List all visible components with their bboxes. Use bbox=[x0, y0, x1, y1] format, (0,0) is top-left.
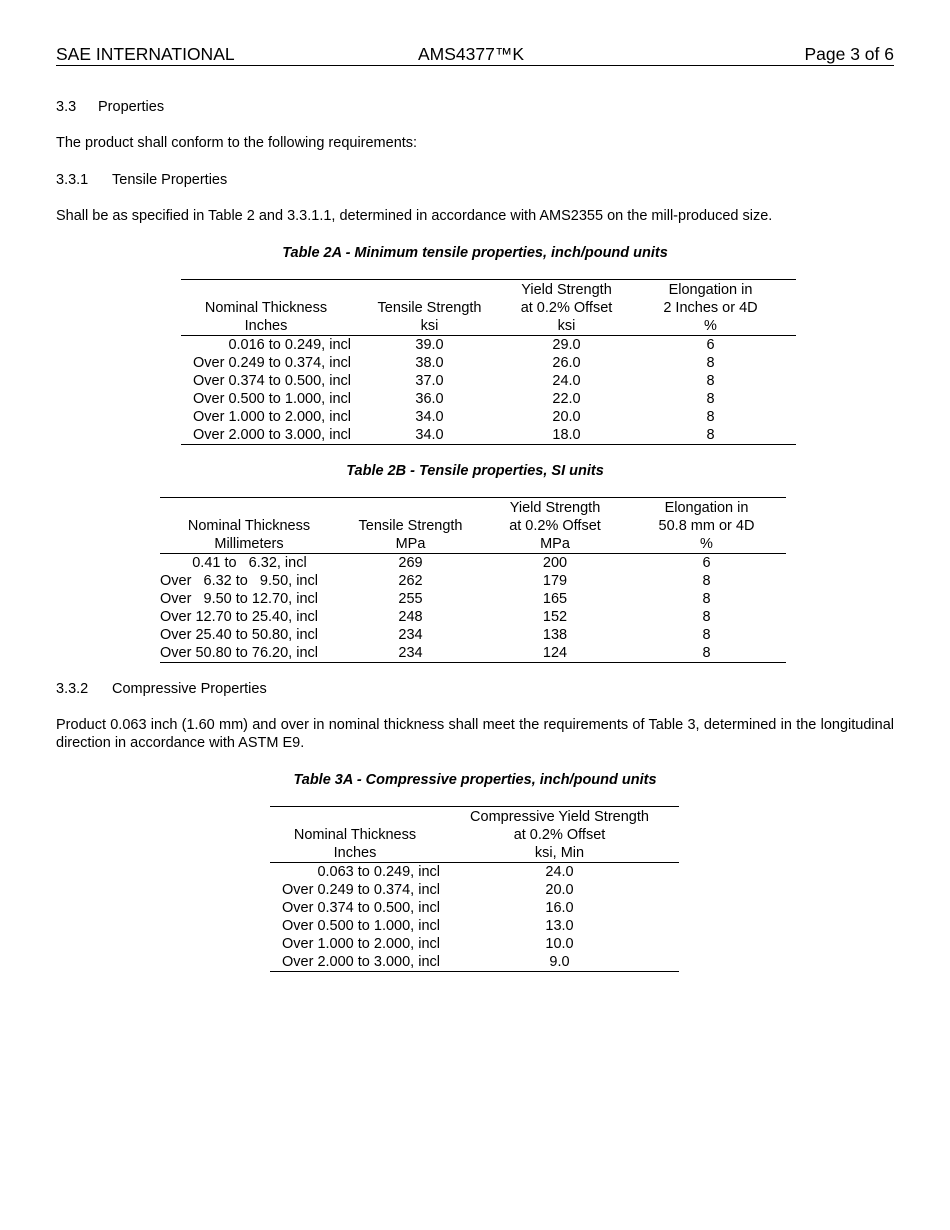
tensile-cell: 234 bbox=[338, 644, 483, 663]
section-title: Compressive Properties bbox=[112, 681, 267, 697]
header-org: SAE INTERNATIONAL bbox=[56, 44, 235, 64]
header-cell: Nominal Thickness bbox=[293, 827, 417, 843]
yield-cell: 18.0 bbox=[508, 426, 625, 445]
header-cell: 2 Inches or 4D bbox=[663, 300, 758, 316]
table-row bbox=[181, 354, 796, 372]
page-header bbox=[56, 44, 894, 66]
header-cell: Millimeters bbox=[160, 535, 338, 554]
table-row bbox=[181, 390, 796, 408]
header-cell: Elongation in bbox=[625, 280, 796, 300]
tensile-cell: 39.0 bbox=[415, 337, 444, 353]
header-cell: % bbox=[627, 535, 786, 554]
yield-cell: 29.0 bbox=[552, 337, 581, 353]
thickness-cell: Over 0.500 to 1.000, incl bbox=[282, 918, 440, 934]
header-cell: MPa bbox=[483, 535, 627, 554]
table-row bbox=[160, 554, 786, 573]
header-cell bbox=[338, 498, 483, 518]
table-2b-caption: Table 2B - Tensile properties, SI units bbox=[346, 463, 604, 479]
table-row bbox=[270, 863, 679, 882]
table-row bbox=[160, 626, 786, 644]
header-cell: at 0.2% Offset bbox=[513, 827, 606, 843]
yield-cell: 165 bbox=[542, 591, 568, 607]
thickness-cell: Over 0.249 to 0.374, incl bbox=[193, 355, 351, 371]
section-heading-3-3-2 bbox=[56, 680, 267, 698]
table-row bbox=[181, 408, 796, 426]
table-3a-caption: Table 3A - Compressive properties, inch/pound units bbox=[293, 772, 657, 788]
section-heading-3-3-1 bbox=[56, 171, 227, 189]
thickness-cell: 0.016 to 0.249, incl bbox=[228, 337, 351, 353]
elongation-cell: 8 bbox=[625, 426, 796, 445]
table-row bbox=[181, 426, 796, 445]
thickness-cell: Over 9.50 to 12.70, incl bbox=[160, 591, 318, 607]
table-3a bbox=[270, 806, 679, 972]
section-number: 3.3.2 bbox=[56, 681, 89, 697]
elongation-cell: 8 bbox=[706, 355, 715, 371]
header-page-number: Page 3 of 6 bbox=[804, 44, 894, 64]
tensile-cell: 234 bbox=[398, 627, 423, 643]
thickness-cell: Over 2.000 to 3.000, incl bbox=[181, 426, 351, 445]
table-row bbox=[160, 572, 786, 590]
thickness-cell: Over 0.500 to 1.000, incl bbox=[193, 391, 351, 407]
tensile-cell: 34.0 bbox=[351, 426, 508, 445]
tensile-cell: 255 bbox=[398, 591, 423, 607]
header-cell: at 0.2% Offset bbox=[520, 300, 613, 316]
table-row bbox=[181, 372, 796, 390]
table-row bbox=[270, 935, 679, 953]
table-row bbox=[270, 953, 679, 972]
thickness-cell: 0.41 to 6.32, incl bbox=[160, 555, 307, 571]
yield-cell: 200 bbox=[542, 555, 568, 571]
elongation-cell: 8 bbox=[706, 409, 715, 425]
compressive-yield-cell: 16.0 bbox=[545, 900, 574, 916]
tensile-cell: 248 bbox=[398, 609, 423, 625]
header-cell: at 0.2% Offset bbox=[509, 518, 601, 534]
header-cell: MPa bbox=[338, 535, 483, 554]
header-cell bbox=[160, 498, 338, 518]
tensile-cell: 262 bbox=[398, 573, 423, 589]
compressive-paragraph: Product 0.063 inch (1.60 mm) and over in nominal thickness shall meet the requirements of Table 3, determined in the longitudinal direction in accordance with ASTM E9. bbox=[56, 717, 894, 751]
thickness-cell: Over 0.249 to 0.374, incl bbox=[282, 882, 440, 898]
compressive-yield-cell: 13.0 bbox=[545, 918, 574, 934]
yield-cell: 152 bbox=[542, 609, 568, 625]
header-cell: % bbox=[625, 317, 796, 336]
compressive-yield-cell: 10.0 bbox=[545, 936, 574, 952]
header-cell: Nominal Thickness bbox=[204, 300, 328, 316]
elongation-cell: 8 bbox=[706, 391, 715, 407]
elongation-cell: 8 bbox=[702, 627, 711, 643]
header-cell: Inches bbox=[181, 317, 351, 336]
thickness-cell: Over 25.40 to 50.80, incl bbox=[160, 627, 318, 643]
elongation-cell: 8 bbox=[702, 591, 711, 607]
yield-cell: 20.0 bbox=[552, 409, 581, 425]
table-row bbox=[160, 608, 786, 626]
table-2a-caption: Table 2A - Minimum tensile properties, inch/pound units bbox=[282, 245, 668, 261]
yield-cell: 24.0 bbox=[552, 373, 581, 389]
tensile-cell: 37.0 bbox=[415, 373, 444, 389]
table-row bbox=[160, 590, 786, 608]
thickness-cell: Over 0.374 to 0.500, incl bbox=[193, 373, 351, 389]
header-cell bbox=[181, 280, 351, 300]
table-2a bbox=[181, 279, 796, 445]
tensile-cell: 269 bbox=[398, 555, 423, 571]
table-row bbox=[181, 336, 796, 355]
table-2b bbox=[160, 497, 786, 663]
thickness-cell: Over 6.32 to 9.50, incl bbox=[160, 573, 318, 589]
table-row bbox=[160, 644, 786, 663]
intro-paragraph: The product shall conform to the following requirements: bbox=[56, 135, 418, 151]
section-number: 3.3 bbox=[56, 99, 77, 115]
elongation-cell: 8 bbox=[702, 609, 711, 625]
header-cell: Compressive Yield Strength bbox=[440, 807, 679, 827]
header-cell bbox=[351, 280, 508, 300]
tensile-paragraph: Shall be as specified in Table 2 and 3.3.1.1, determined in accordance with AMS2355 on the mill-produced size. bbox=[56, 208, 773, 224]
compressive-yield-cell: 24.0 bbox=[545, 864, 574, 880]
thickness-cell: Over 12.70 to 25.40, incl bbox=[160, 609, 318, 625]
header-cell: Yield Strength bbox=[483, 498, 627, 518]
thickness-cell: 0.063 to 0.249, incl bbox=[317, 864, 440, 880]
thickness-cell: Over 50.80 to 76.20, incl bbox=[160, 644, 338, 663]
elongation-cell: 6 bbox=[706, 337, 715, 353]
table-row bbox=[270, 917, 679, 935]
yield-cell: 22.0 bbox=[552, 391, 581, 407]
elongation-cell: 8 bbox=[627, 644, 786, 663]
section-heading-3-3 bbox=[56, 98, 164, 116]
tensile-cell: 36.0 bbox=[415, 391, 444, 407]
header-cell: Tensile Strength bbox=[358, 518, 463, 534]
section-title: Properties bbox=[98, 99, 165, 115]
yield-cell: 26.0 bbox=[552, 355, 581, 371]
table-row bbox=[270, 881, 679, 899]
header-cell: Nominal Thickness bbox=[187, 518, 311, 534]
header-cell: ksi, Min bbox=[440, 844, 679, 863]
yield-cell: 138 bbox=[542, 627, 568, 643]
thickness-cell: Over 0.374 to 0.500, incl bbox=[282, 900, 440, 916]
thickness-cell: Over 1.000 to 2.000, incl bbox=[282, 936, 440, 952]
section-title: Tensile Properties bbox=[112, 172, 228, 188]
header-cell: Tensile Strength bbox=[377, 300, 482, 316]
tensile-cell: 38.0 bbox=[415, 355, 444, 371]
elongation-cell: 8 bbox=[702, 573, 711, 589]
header-cell: ksi bbox=[351, 317, 508, 336]
thickness-cell: Over 1.000 to 2.000, incl bbox=[193, 409, 351, 425]
header-cell: Yield Strength bbox=[508, 280, 625, 300]
elongation-cell: 8 bbox=[706, 373, 715, 389]
yield-cell: 179 bbox=[542, 573, 568, 589]
header-cell bbox=[270, 807, 440, 827]
yield-cell: 124 bbox=[483, 644, 627, 663]
header-cell: Elongation in bbox=[627, 498, 786, 518]
header-doc-id: AMS4377™K bbox=[418, 44, 525, 64]
header-cell: ksi bbox=[508, 317, 625, 336]
header-cell: 50.8 mm or 4D bbox=[658, 518, 755, 534]
elongation-cell: 6 bbox=[702, 555, 711, 571]
tensile-cell: 34.0 bbox=[415, 409, 444, 425]
table-row bbox=[270, 899, 679, 917]
section-number: 3.3.1 bbox=[56, 172, 89, 188]
compressive-yield-cell: 20.0 bbox=[545, 882, 574, 898]
header-cell: Inches bbox=[270, 844, 440, 863]
compressive-yield-cell: 9.0 bbox=[440, 953, 679, 972]
thickness-cell: Over 2.000 to 3.000, incl bbox=[270, 953, 440, 972]
